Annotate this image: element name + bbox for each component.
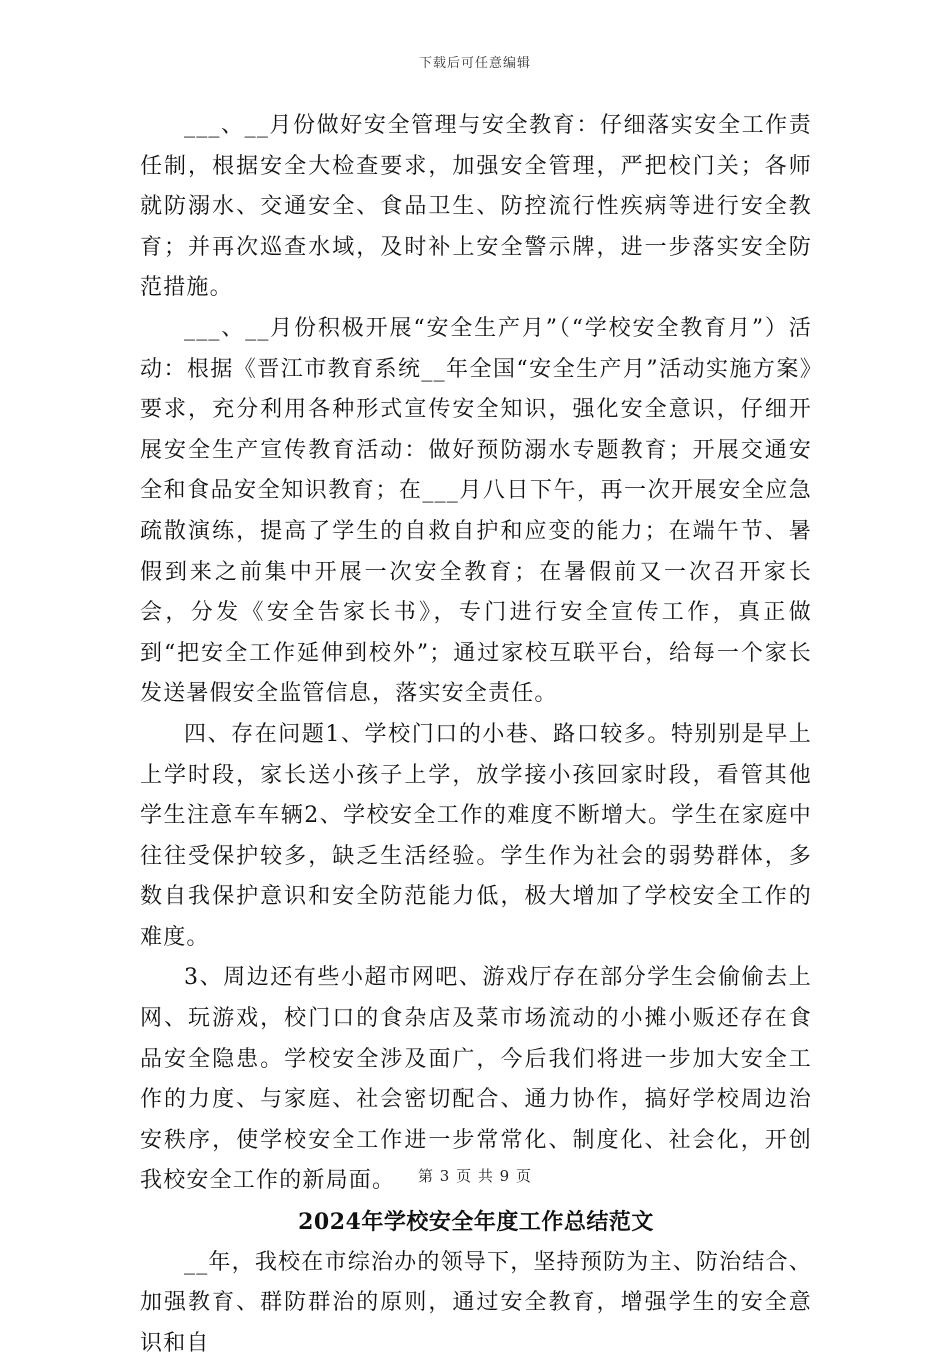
paragraph-4: 3、周边还有些小超市网吧、游戏厅存在部分学生会偷偷去上网、玩游戏，校门口的食杂店及菜市场流动的小摊小贩还存在食品安全隐患。学校安全涉及面广，今后我们将进一步加大安全工作的力度、与家庭、社会密切配合、通力协作，搞好学校周边治安秩序，使学校安全工作进一步常常化、制度化、社会化，开创我校安全工作的新局面。 [140, 965, 812, 1194]
paragraph-2: ___、__月份积极开展“安全生产月”（“学校安全教育月”）活动：根据《晋江市教育系统__年全国“安全生产月”活动实施方案》要求，充分利用各种形式宣传安全知识，强化安全意识，仔细开展安全生产宣传教育活动：做好预防溺水专题教育；开展交通安全和食品安全知识教育；在___月八日下午，再一次开展安全应急疏散演练，提高了学生的自救自护和应变的能力；在端午节、暑假到来之前集中开展一次安全教育；在暑假前又一次召开家长会，分发《安全告家长书》，专门进行安全宣传工作，真正做到“把安全工作延伸到校外”；通过家校互联平台，给每一个家长发送暑假安全监管信息，落实安全责任。 [140, 315, 812, 707]
intro-paragraph: __年，我校在市综治办的领导下，坚持预防为主、防治结合、加强教育、群防群治的原则，通过安全教育，增强学生的安全意识和自 [140, 1249, 812, 1356]
paragraph-1: ___、__月份做好安全管理与安全教育：仔细落实安全工作责任制，根据安全大检查要求，加强安全管理，严把校门关；各师就防溺水、交通安全、食品卫生、防控流行性疾病等进行安全教育；并再次巡查水域，及时补上安全警示牌，进一步落实安全防范措施。 [140, 113, 812, 301]
page-number: 第 3 页 共 9 页 [418, 1167, 532, 1185]
paragraph-3: 四、存在问题1、学校门口的小巷、路口较多。特别别是早上上学时段，家长送小孩子上学，放学接小孩回家时段，看管其他学生注意车车辆2、学校安全工作的难度不断增大。学生在家庭中往往受保护较多，缺乏生活经验。学生作为社会的弱势群体，多数自我保护意识和安全防范能力低，极大增加了学校安全工作的难度。 [140, 721, 812, 950]
section-title: 2024年学校安全年度工作总结范文 [298, 1209, 654, 1236]
page-header-note: 下载后可任意编辑 [418, 56, 531, 71]
